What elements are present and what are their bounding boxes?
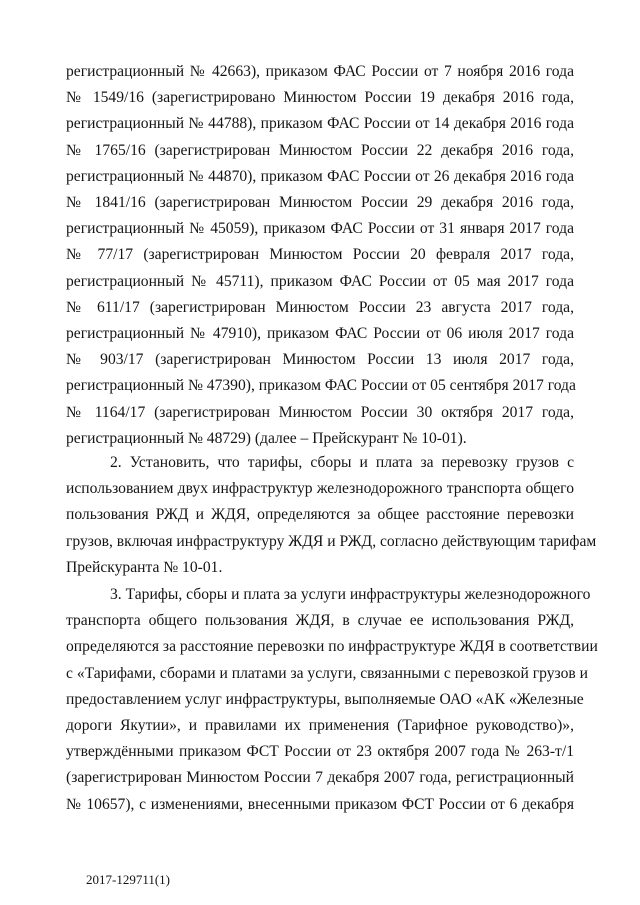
text-line: № 1164/17 (зарегистрирован Минюстом России 30 октября 2017 года, <box>66 403 574 421</box>
text-line: Прейскуранта № 10-01. <box>66 558 223 576</box>
text-line: 3. Тарифы, сборы и плата за услуги инфраструктуры железнодорожного <box>110 586 591 603</box>
text-line: с «Тарифами, сборами и платами за услуги, связанными с перевозкой грузов и <box>66 664 588 682</box>
text-line: регистрационный № 44870), приказом ФАС России от 26 декабря 2016 года <box>66 167 574 185</box>
text-line: (зарегистрирован Минюстом России 7 декабря 2007 года, регистрационный <box>66 769 574 787</box>
text-line: регистрационный № 47390), приказом ФАС России от 05 сентября 2017 года <box>66 377 576 395</box>
text-line: № 903/17 (зарегистрирован Минюстом России 13 июля 2017 года, <box>66 351 574 369</box>
text-line: утверждёнными приказом ФСТ России от 23 октября 2007 года № 263-т/1 <box>66 743 574 761</box>
text-line: определяются за расстояние перевозки по инфраструктуре ЖДЯ в соответствии <box>66 638 598 656</box>
text-line: использованием двух инфраструктур железнодорожного транспорта общего <box>66 480 574 498</box>
text-line: регистрационный № 44788), приказом ФАС России от 14 декабря 2016 года <box>66 115 574 133</box>
text-line: пользования РЖД и ЖДЯ, определяются за общее расстояние перевозки <box>66 506 574 524</box>
text-line: № 77/17 (зарегистрирован Минюстом России 20 февраля 2017 года, <box>66 246 574 264</box>
text-line: 2. Установить, что тарифы, сборы и плата за перевозку грузов с <box>110 454 574 471</box>
text-line: регистрационный № 45059), приказом ФАС России от 31 января 2017 года <box>66 220 574 238</box>
text-line: предоставлением услуг инфраструктуры, выполняемые ОАО «АК «Железные <box>66 690 584 708</box>
text-line: № 1841/16 (зарегистрирован Минюстом России 29 декабря 2016 года, <box>66 194 574 211</box>
text-line: № 1549/16 (зарегистрировано Минюстом России 19 декабря 2016 года, <box>66 89 574 107</box>
text-line: регистрационный № 47910), приказом ФАС России от 06 июля 2017 года <box>66 325 574 342</box>
text-line: дороги Якутии», и правилами их применения (Тарифное руководство)», <box>66 717 574 734</box>
text-line: регистрационный № 48729) (далее – Прейскурант № 10-01). <box>66 429 467 447</box>
footer-document-code: 2017-129711(1) <box>86 872 171 887</box>
text-line: грузов, включая инфраструктуру ЖДЯ и РЖД, согласно действующим тарифам <box>66 532 597 550</box>
text-line: регистрационный № 42663), приказом ФАС России от 7 ноября 2016 года <box>66 63 574 80</box>
text-line: регистрационный № 45711), приказом ФАС России от 05 мая 2017 года <box>66 272 574 290</box>
text-line: транспорта общего пользования ЖДЯ, в случае ее использования РЖД, <box>66 612 574 630</box>
text-line: № 611/17 (зарегистрирован Минюстом России 23 августа 2017 года, <box>66 298 574 316</box>
text-line: № 10657), с изменениями, внесенными приказом ФСТ России от 6 декабря <box>66 795 574 813</box>
text-line: № 1765/16 (зарегистрирован Минюстом России 22 декабря 2016 года, <box>66 141 574 159</box>
